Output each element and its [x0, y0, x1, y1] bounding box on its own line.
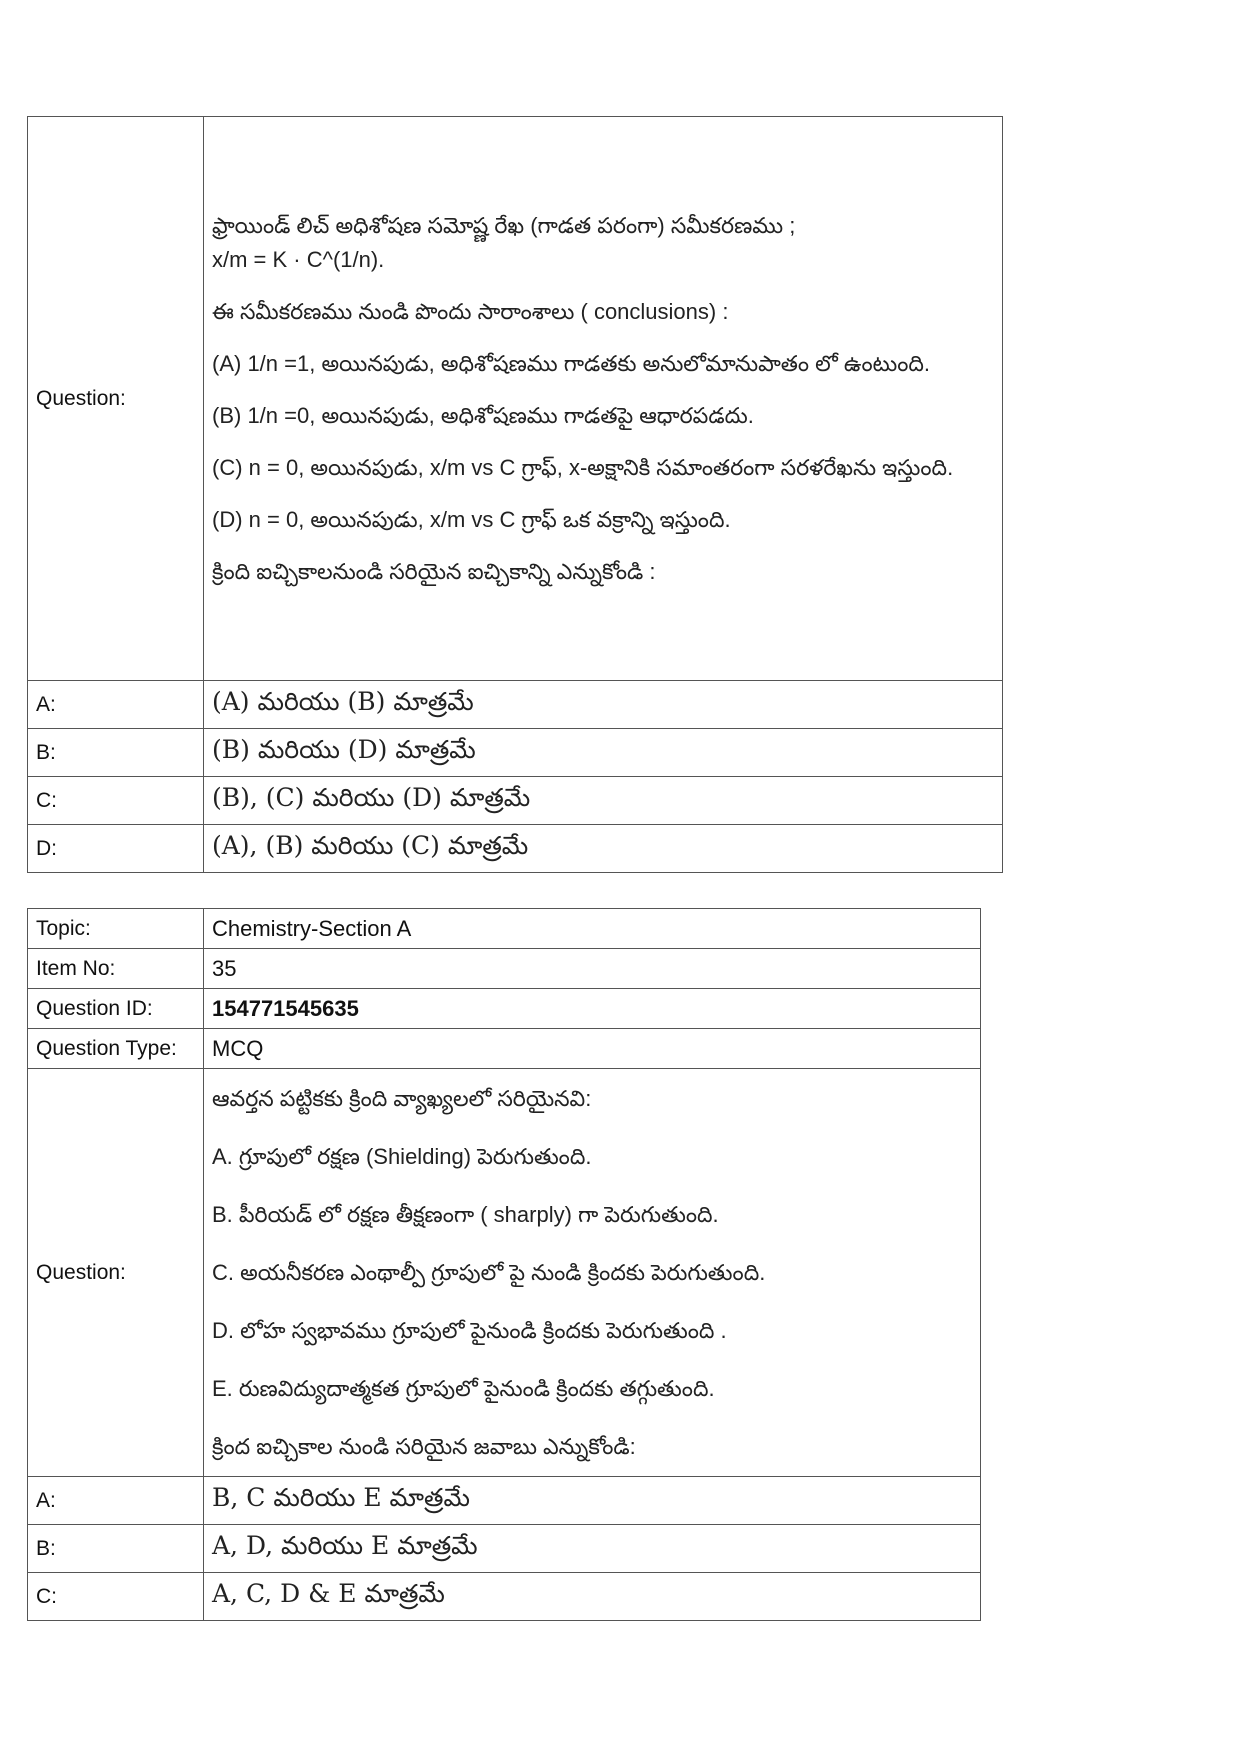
option-label: A: — [28, 681, 204, 729]
question-body — [204, 117, 1003, 681]
question-line: (C) n = 0, అయినపుడు, x/m vs C గ్రాఫ్, x-అక్షానికి సమాంతరంగా సరళరేఖను ఇస్తుంది. — [212, 454, 954, 480]
option-label: C: — [28, 1573, 204, 1621]
option-text: B, C మరియు E మాత్రమే — [204, 1477, 981, 1525]
question-line: A. గ్రూపులో రక్షణ (Shielding) పెరుగుతుంది. — [212, 1143, 592, 1169]
question-body — [204, 1069, 981, 1477]
option-label: B: — [28, 1525, 204, 1573]
item-no-label: Item No: — [28, 949, 204, 989]
question-line: (A) 1/n =1, అయినపుడు, అధిశోషణము గాడతకు అనులోమానుపాతం లో ఉంటుంది. — [212, 350, 931, 376]
question-line: ఆవర్తన పట్టికకు క్రింది వ్యాఖ్యలలో సరియైనవి: — [212, 1085, 592, 1111]
question-line: (D) n = 0, అయినపుడు, x/m vs C గ్రాఫ్ ఒక వక్రాన్ని ఇస్తుంది. — [212, 506, 731, 532]
option-text: (B) మరియు (D) మాత్రమే — [204, 729, 1003, 777]
question-line: ఫ్రాయిండ్ లిచ్ అధిశోషణ సమోష్ణ రేఖ (గాడత పరంగా) సమీకరణము ; — [212, 212, 796, 238]
question-line: C. అయనీకరణ ఎంథాల్పీ గ్రూపులో పై నుండి క్రిందకు పెరుగుతుంది. — [212, 1259, 766, 1285]
option-label: D: — [28, 825, 204, 873]
option-label: C: — [28, 777, 204, 825]
question-table-1 — [27, 116, 1003, 873]
option-text: A, D, మరియు E మాత్రమే — [204, 1525, 981, 1573]
question-id-value: 154771545635 — [204, 989, 981, 1029]
question-line: క్రింది ఐచ్చికాలనుండి సరియైన ఐచ్చికాన్ని ఎన్నుకోండి : — [212, 558, 656, 584]
option-text: (B), (C) మరియు (D) మాత్రమే — [204, 777, 1003, 825]
option-text: (A), (B) మరియు (C) మాత్రమే — [204, 825, 1003, 873]
option-label: B: — [28, 729, 204, 777]
equation: x/m = K · C^(1/n). — [212, 246, 385, 272]
topic-label: Topic: — [28, 909, 204, 949]
option-text: A, C, D & E మాత్రమే — [204, 1573, 981, 1621]
topic-value: Chemistry-Section A — [204, 909, 981, 949]
question-type-label: Question Type: — [28, 1029, 204, 1069]
question-line: ఈ సమీకరణము నుండి పొందు సారాంశాలు ( conclusions) : — [212, 298, 729, 324]
question-label: Question: — [28, 1069, 204, 1477]
question-label: Question: — [28, 117, 204, 681]
question-line: B. పీరియడ్ లో రక్షణ తీక్షణంగా ( sharply) గా పెరుగుతుంది. — [212, 1201, 719, 1227]
question-line: (B) 1/n =0, అయినపుడు, అధిశోషణము గాడతపై ఆధారపడదు. — [212, 402, 754, 428]
question-table-2 — [27, 908, 981, 1621]
question-line: E. రుణవిద్యుదాత్మకత గ్రూపులో పైనుండి క్రిందకు తగ్గుతుంది. — [212, 1375, 715, 1401]
option-text: (A) మరియు (B) మాత్రమే — [204, 681, 1003, 729]
question-id-label: Question ID: — [28, 989, 204, 1029]
question-type-value: MCQ — [204, 1029, 981, 1069]
item-no-value: 35 — [204, 949, 981, 989]
question-line: క్రింద ఐచ్చికాల నుండి సరియైన జవాబు ఎన్నుకోండి: — [212, 1433, 636, 1459]
option-label: A: — [28, 1477, 204, 1525]
question-line: D. లోహ స్వభావము గ్రూపులో పైనుండి క్రిందకు పెరుగుతుంది . — [212, 1317, 727, 1343]
